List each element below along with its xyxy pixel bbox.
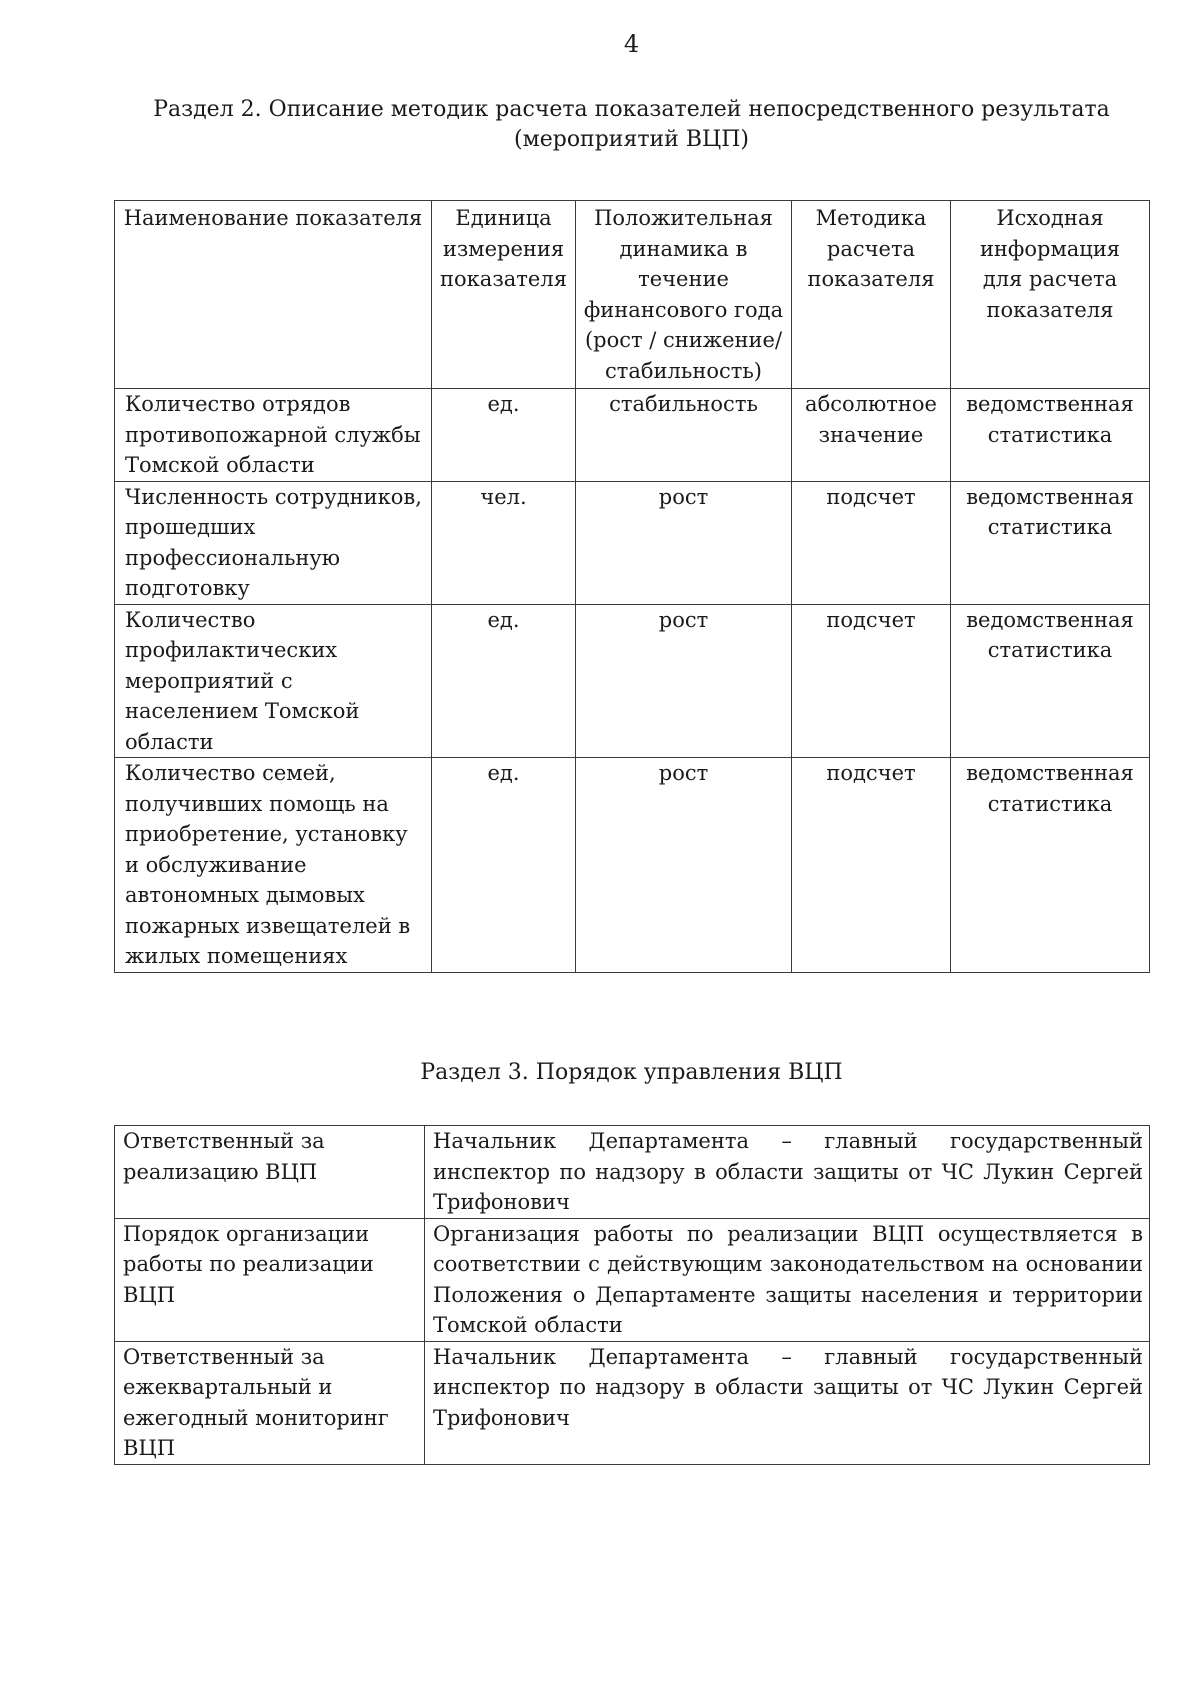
indicator-unit: ед. bbox=[432, 389, 576, 482]
indicator-method: подсчет bbox=[792, 758, 951, 973]
header-method: Методика расчета показателя bbox=[792, 201, 951, 389]
table-row bbox=[115, 1126, 1150, 1219]
management-value: Организация работы по реализации ВЦП осуществляется в соответствии с действующим законодательством на основании Положения о Департаменте защиты населения и территории Томской области bbox=[425, 1218, 1150, 1341]
section-2-title-line1: Раздел 2. Описание методик расчета показателей непосредственного результата bbox=[153, 97, 1110, 122]
indicator-dynamics: рост bbox=[576, 604, 792, 758]
header-indicator-name: Наименование показателя bbox=[115, 201, 432, 389]
indicator-source: ведомственная статистика bbox=[951, 758, 1150, 973]
indicators-header-row bbox=[115, 201, 1150, 389]
management-table bbox=[114, 1125, 1150, 1465]
table-row bbox=[115, 1341, 1150, 1464]
header-dynamics: Положительная динамика в течение финансового года (рост / снижение/ стабильность) bbox=[576, 201, 792, 389]
management-label: Ответственный за ежеквартальный и ежегодный мониторинг ВЦП bbox=[115, 1341, 425, 1464]
indicator-name: Количество профилактических мероприятий с населением Томской области bbox=[115, 604, 432, 758]
indicator-method: абсолютное значение bbox=[792, 389, 951, 482]
table-row bbox=[115, 481, 1150, 604]
indicator-name: Численность сотрудников, прошедших профессиональную подготовку bbox=[115, 481, 432, 604]
table-row bbox=[115, 758, 1150, 973]
indicator-method: подсчет bbox=[792, 481, 951, 604]
header-unit: Единица измерения показателя bbox=[432, 201, 576, 389]
table-row bbox=[115, 389, 1150, 482]
page-number: 4 bbox=[623, 30, 640, 58]
section-2-title-line2: (мероприятий ВЦП) bbox=[514, 127, 749, 152]
indicator-unit: чел. bbox=[432, 481, 576, 604]
indicator-source: ведомственная статистика bbox=[951, 481, 1150, 604]
indicators-table bbox=[114, 200, 1150, 973]
indicator-dynamics: рост bbox=[576, 758, 792, 973]
indicator-name: Количество семей, получивших помощь на приобретение, установку и обслуживание автономных дымовых пожарных извещателей в жилых помещениях bbox=[115, 758, 432, 973]
indicator-name: Количество отрядов противопожарной службы Томской области bbox=[115, 389, 432, 482]
indicator-source: ведомственная статистика bbox=[951, 389, 1150, 482]
header-source: Исходная информация для расчета показателя bbox=[951, 201, 1150, 389]
indicator-unit: ед. bbox=[432, 758, 576, 973]
table-row bbox=[115, 604, 1150, 758]
management-value: Начальник Департамента – главный государственный инспектор по надзору в области защиты от ЧС Лукин Сергей Трифонович bbox=[425, 1341, 1150, 1464]
indicator-dynamics: рост bbox=[576, 481, 792, 604]
section-2-title bbox=[0, 95, 1200, 155]
table-row bbox=[115, 1218, 1150, 1341]
management-value: Начальник Департамента – главный государственный инспектор по надзору в области защиты от ЧС Лукин Сергей Трифонович bbox=[425, 1126, 1150, 1219]
management-label: Ответственный за реализацию ВЦП bbox=[115, 1126, 425, 1219]
section-3-title: Раздел 3. Порядок управления ВЦП bbox=[420, 1060, 843, 1085]
indicator-dynamics: стабильность bbox=[576, 389, 792, 482]
management-label: Порядок организации работы по реализации ВЦП bbox=[115, 1218, 425, 1341]
indicator-source: ведомственная статистика bbox=[951, 604, 1150, 758]
indicator-method: подсчет bbox=[792, 604, 951, 758]
indicator-unit: ед. bbox=[432, 604, 576, 758]
